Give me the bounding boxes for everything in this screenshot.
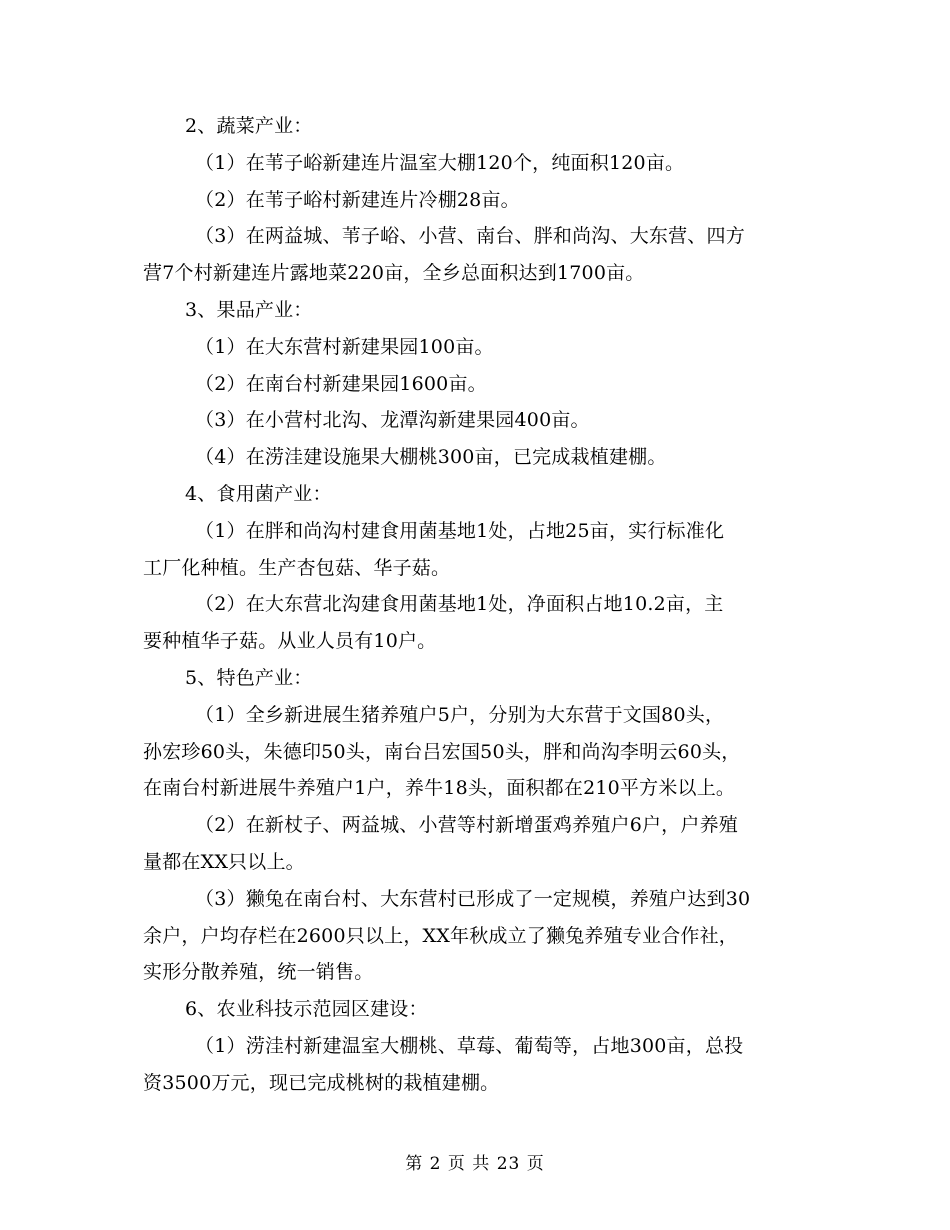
paragraph-line: 要种植华子菇。从业人员有10户。 <box>143 630 437 653</box>
paragraph-line: 营7个村新建连片露地菜220亩，全乡总面积达到1700亩。 <box>143 262 645 285</box>
document-body <box>143 108 823 1102</box>
section-heading-fruit: 3、果品产业： <box>185 298 313 321</box>
paragraph-line: 在南台村新进展牛养殖户1户，养牛18头，面积都在210平方米以上。 <box>143 777 736 800</box>
page-number-footer: 第 2 页 共 23 页 <box>405 1154 545 1174</box>
paragraph-line: 资3500万元，现已完成桃树的栽植建棚。 <box>143 1071 500 1094</box>
section-heading-tech-park: 6、农业科技示范园区建设： <box>185 998 428 1021</box>
section-heading-specialty: 5、特色产业： <box>185 666 313 689</box>
section-heading-fungi: 4、食用菌产业： <box>185 482 332 505</box>
paragraph-line: （1）全乡新进展生猪养殖户5户，分别为大东营于文国80头， <box>195 703 725 726</box>
paragraph-line: （1）涝洼村新建温室大棚桃、草莓、葡萄等，占地300亩，总投 <box>195 1034 744 1057</box>
paragraph-line: （1）在苇子峪新建连片温室大棚120个，纯面积120亩。 <box>195 151 685 174</box>
paragraph-line: （3）在两益城、苇子峪、小营、南台、胖和尚沟、大东营、四方 <box>195 225 745 248</box>
paragraph-line: （2）在大东营北沟建食用菌基地1处，净面积占地10.2亩，主 <box>195 593 724 616</box>
paragraph-line: 余户，户均存栏在2600只以上，XX年秋成立了獭兔养殖专业合作社， <box>143 924 739 947</box>
paragraph-line: （1）在大东营村新建果园100亩。 <box>195 335 494 358</box>
paragraph-line: （4）在涝洼建设施果大棚桃300亩，已完成栽植建棚。 <box>195 446 667 469</box>
paragraph-line: 孙宏珍60头，朱德印50头，南台吕宏国50头，胖和尚沟李明云60头， <box>143 740 741 763</box>
paragraph-line: （2）在苇子峪村新建连片冷棚28亩。 <box>195 188 520 211</box>
paragraph-line: （3）在小营村北沟、龙潭沟新建果园400亩。 <box>195 409 590 432</box>
paragraph-line: （3）獭兔在南台村、大东营村已形成了一定规模，养殖户达到30 <box>195 887 751 910</box>
paragraph-line: 实形分散养殖，统一销售。 <box>143 961 374 984</box>
paragraph-line: （2）在新杖子、两益城、小营等村新增蛋鸡养殖户6户，户养殖 <box>195 814 738 837</box>
section-heading-vegetables: 2、蔬菜产业： <box>185 115 313 137</box>
paragraph-line: 工厂化种植。生产杏包菇、华子菇。 <box>143 556 451 579</box>
paragraph-line: 量都在XX只以上。 <box>143 850 305 873</box>
paragraph-line: （2）在南台村新建果园1600亩。 <box>195 372 487 395</box>
paragraph-line: （1）在胖和尚沟村建食用菌基地1处，占地25亩，实行标准化 <box>195 519 725 542</box>
